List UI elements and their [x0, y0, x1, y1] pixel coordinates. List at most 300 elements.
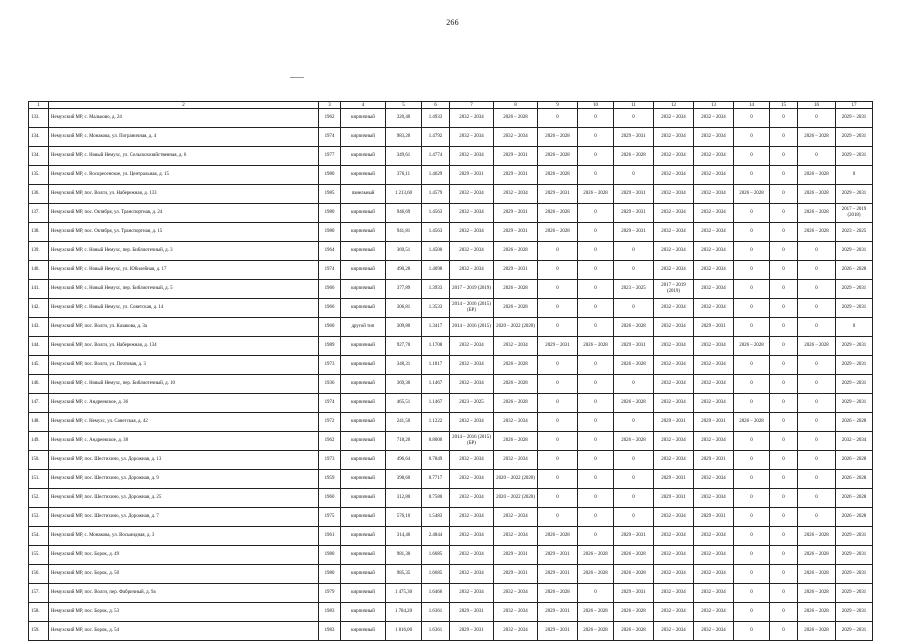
address-cell: Немухский МР, пос. Шестихино, ул. Дорожная, д. 25: [49, 489, 319, 508]
row-number-cell: 142.: [29, 299, 49, 318]
row-number-cell: 158.: [29, 603, 49, 622]
table-cell: 2032 – 2034: [450, 413, 494, 432]
table-cell: 0: [798, 375, 836, 394]
table-cell: 2032 – 2034: [654, 299, 694, 318]
table-cell: 2026 – 2028: [614, 356, 654, 375]
table-cell: 2029 – 2031: [538, 565, 578, 584]
table-cell: 0: [770, 185, 798, 204]
table-cell: 2032 – 2034: [450, 451, 494, 470]
address-cell: Немухский МР, с. Новый Немухс, ул. Юбилейная, д. 17: [49, 261, 319, 280]
table-cell: кирпичный: [341, 242, 386, 261]
table-row: [29, 185, 873, 204]
table-cell: 2026 – 2028: [614, 318, 654, 337]
table-cell: 2029 – 2031: [450, 603, 494, 622]
table-cell: 2032 – 2034: [450, 242, 494, 261]
table-cell: 1962: [319, 432, 341, 451]
table-cell: кирпичный: [341, 451, 386, 470]
table-cell: 0: [770, 109, 798, 128]
table-row: [29, 394, 873, 413]
table-cell: 2032 – 2034: [654, 109, 694, 128]
table-cell: 0: [770, 622, 798, 641]
table-cell: 0: [836, 166, 873, 185]
table-cell: 2032 – 2034: [654, 622, 694, 641]
table-cell: 1.4774: [422, 147, 450, 166]
table-cell: 0: [614, 166, 654, 185]
address-cell: Немухский МР, с. Мальково, д. 24: [49, 109, 319, 128]
table-cell: 1960: [319, 489, 341, 508]
table-cell: 1966: [319, 299, 341, 318]
table-cell: 2020 – 2022 (2020): [494, 489, 538, 508]
table-row: [29, 128, 873, 147]
table-cell: 2029 – 2031: [836, 546, 873, 565]
table-cell: 0: [578, 584, 614, 603]
table-cell: 2032 – 2034: [654, 147, 694, 166]
table-cell: 0: [734, 470, 770, 489]
table-cell: 0: [770, 394, 798, 413]
table-cell: 0: [770, 603, 798, 622]
table-cell: 2029 – 2031: [836, 299, 873, 318]
table-cell: 1973: [319, 356, 341, 375]
table-cell: 0: [770, 337, 798, 356]
table-cell: 0: [538, 318, 578, 337]
table-cell: 2032 – 2034: [654, 242, 694, 261]
table-cell: 0: [734, 508, 770, 527]
table-cell: 2026 – 2028: [614, 147, 654, 166]
table-cell: 2026 – 2028: [798, 603, 836, 622]
table-cell: 2029 – 2031: [836, 527, 873, 546]
table-cell: 983,20: [386, 128, 422, 147]
table-cell: 2032 – 2034: [654, 166, 694, 185]
table-cell: 2026 – 2028: [494, 299, 538, 318]
table-cell: 1980: [319, 166, 341, 185]
row-number-cell: 144.: [29, 337, 49, 356]
table-row: [29, 223, 873, 242]
table-cell: 2032 – 2034: [494, 508, 538, 527]
table-cell: 1961: [319, 527, 341, 546]
table-cell: 2026 – 2028: [578, 603, 614, 622]
column-number: 14: [734, 102, 770, 109]
row-number-cell: 138.: [29, 223, 49, 242]
table-cell: 2026 – 2028: [798, 204, 836, 223]
table-cell: 1.3533: [422, 299, 450, 318]
table-cell: 2026 – 2028: [734, 185, 770, 204]
table-cell: кирпичный: [341, 337, 386, 356]
table-cell: 0: [614, 375, 654, 394]
table-row: [29, 337, 873, 356]
row-number-cell: 155.: [29, 546, 49, 565]
table-cell: 1.1222: [422, 413, 450, 432]
table-row: [29, 318, 873, 337]
table-cell: 2029 – 2031: [614, 527, 654, 546]
table-cell: 2014 – 2016 (2015) (БР): [450, 299, 494, 318]
address-cell: Немухский МР, с. Андреевское, д. 36: [49, 394, 319, 413]
table-cell: 2026 – 2028: [798, 223, 836, 242]
table-cell: 0: [734, 356, 770, 375]
table-cell: 348,31: [386, 356, 422, 375]
table-cell: 2029 – 2031: [836, 185, 873, 204]
table-cell: 2026 – 2028: [494, 375, 538, 394]
address-cell: Немухский МР, пос. Волги, ул. Казакова, д. 3а: [49, 318, 319, 337]
table-cell: 2026 – 2028: [494, 394, 538, 413]
table-cell: 2032 – 2034: [654, 261, 694, 280]
table-cell: 2032 – 2034: [694, 261, 734, 280]
row-number-cell: 143.: [29, 318, 49, 337]
table-cell: 0: [614, 299, 654, 318]
table-row: [29, 109, 873, 128]
table-cell: 1973: [319, 451, 341, 470]
table-cell: 2026 – 2028: [578, 185, 614, 204]
table-row: [29, 489, 873, 508]
table-cell: 0: [538, 394, 578, 413]
table-cell: 2029 – 2031: [694, 318, 734, 337]
table-cell: 0: [734, 584, 770, 603]
column-number: 16: [798, 102, 836, 109]
address-cell: Немухский МР, пос. Волги, пер. Фабричный, д. 9а: [49, 584, 319, 603]
table-cell: 2029 – 2031: [836, 394, 873, 413]
row-number-cell: 148.: [29, 413, 49, 432]
table-cell: 0: [538, 299, 578, 318]
table-cell: 0: [798, 489, 836, 508]
table-cell: 2026 – 2028: [798, 185, 836, 204]
table-cell: 2032 – 2034: [494, 337, 538, 356]
table-cell: 0: [770, 432, 798, 451]
table-cell: 2029 – 2031: [538, 546, 578, 565]
table-cell: 2026 – 2028: [836, 451, 873, 470]
table-cell: 309,80: [386, 318, 422, 337]
table-cell: 2026 – 2028: [836, 489, 873, 508]
table-cell: 0: [734, 451, 770, 470]
table-cell: 2032 – 2034: [654, 565, 694, 584]
table-cell: 1964: [319, 242, 341, 261]
table-cell: 1.1467: [422, 375, 450, 394]
row-number-cell: 134.: [29, 147, 49, 166]
table-cell: 2032 – 2034: [450, 128, 494, 147]
table-cell: 0: [770, 223, 798, 242]
table-cell: 2026 – 2028: [538, 223, 578, 242]
table-cell: 2032 – 2034: [450, 204, 494, 223]
table-cell: 0: [770, 375, 798, 394]
table-cell: 0: [734, 489, 770, 508]
table-cell: 465,51: [386, 394, 422, 413]
row-number-cell: 146.: [29, 375, 49, 394]
table-cell: 2023 – 2025: [614, 280, 654, 299]
address-cell: Немухский МР, пос. Шестихино, ул. Дорожная, д. 7: [49, 508, 319, 527]
table-cell: 0: [734, 109, 770, 128]
table-cell: 0: [770, 451, 798, 470]
table-cell: 2026 – 2028: [494, 109, 538, 128]
table-cell: 0: [578, 318, 614, 337]
table-cell: 2032 – 2034: [654, 451, 694, 470]
table-cell: 2029 – 2031: [614, 128, 654, 147]
table-cell: 1.5483: [422, 508, 450, 527]
table-cell: 2026 – 2028: [798, 166, 836, 185]
table-cell: 1983: [319, 622, 341, 641]
table-cell: 0: [770, 584, 798, 603]
table-cell: 1.4629: [422, 166, 450, 185]
table-row: [29, 280, 873, 299]
table-cell: 1977: [319, 147, 341, 166]
table-cell: 2032 – 2034: [694, 223, 734, 242]
table-cell: 0: [734, 166, 770, 185]
table-cell: 2029 – 2031: [538, 337, 578, 356]
table-cell: 0: [578, 109, 614, 128]
table-cell: 2032 – 2034: [694, 242, 734, 261]
table-row: [29, 166, 873, 185]
table-cell: 2026 – 2028: [578, 565, 614, 584]
table-cell: 0: [734, 147, 770, 166]
column-number: 12: [654, 102, 694, 109]
table-cell: 2032 – 2034: [450, 356, 494, 375]
address-cell: Немухский МР, с. Воскресенское, ул. Центральная, д. 15: [49, 166, 319, 185]
table-cell: 2032 – 2034: [694, 128, 734, 147]
row-number-cell: 153.: [29, 508, 49, 527]
table-cell: 2029 – 2031: [836, 584, 873, 603]
table-cell: 0: [734, 318, 770, 337]
table-cell: 312,80: [386, 489, 422, 508]
table-cell: 0: [578, 432, 614, 451]
table-cell: 0: [578, 451, 614, 470]
table-cell: 2032 – 2034: [654, 603, 694, 622]
table-cell: 2032 – 2034: [694, 394, 734, 413]
table-cell: 1983: [319, 603, 341, 622]
table-cell: 2032 – 2034: [694, 109, 734, 128]
table-cell: 1.4579: [422, 185, 450, 204]
table-cell: 1.1467: [422, 394, 450, 413]
table-row: [29, 527, 873, 546]
page-number: 266: [446, 18, 459, 27]
table-cell: 2029 – 2031: [836, 375, 873, 394]
table-cell: 2026 – 2028: [614, 622, 654, 641]
table-cell: 0: [538, 432, 578, 451]
table-cell: 1980: [319, 546, 341, 565]
table-cell: 0: [798, 451, 836, 470]
table-cell: 0: [614, 470, 654, 489]
table-cell: 1.3933: [422, 280, 450, 299]
column-number: 2: [49, 102, 319, 109]
table-cell: 2029 – 2031: [614, 584, 654, 603]
table-cell: 2032 – 2034: [654, 375, 694, 394]
table-cell: 2029 – 2031: [538, 185, 578, 204]
table-cell: 2026 – 2028: [578, 622, 614, 641]
table-cell: 2026 – 2028: [494, 356, 538, 375]
table-cell: 0: [538, 451, 578, 470]
table-cell: другой тип: [341, 318, 386, 337]
table-cell: 1.4563: [422, 223, 450, 242]
table-cell: 0: [770, 508, 798, 527]
row-number-cell: 159.: [29, 622, 49, 641]
table-row: [29, 299, 873, 318]
table-cell: 376,11: [386, 166, 422, 185]
table-cell: 927,70: [386, 337, 422, 356]
table-cell: 2029 – 2031: [450, 622, 494, 641]
table-row: [29, 546, 873, 565]
table-cell: 0: [798, 242, 836, 261]
table-cell: 2029 – 2031: [836, 622, 873, 641]
table-cell: 0: [578, 223, 614, 242]
table-cell: 0: [770, 565, 798, 584]
table-cell: 2026 – 2028: [494, 280, 538, 299]
column-number: 15: [770, 102, 798, 109]
table-cell: кирпичный: [341, 565, 386, 584]
table-cell: кирпичный: [341, 166, 386, 185]
table-cell: панельный: [341, 185, 386, 204]
table-cell: 2017 – 2019 (2019): [654, 280, 694, 299]
table-cell: кирпичный: [341, 413, 386, 432]
table-cell: 2020 – 2022 (2020): [494, 318, 538, 337]
table-cell: 0: [578, 527, 614, 546]
table-cell: кирпичный: [341, 356, 386, 375]
table-cell: 2029 – 2031: [836, 128, 873, 147]
table-cell: 0: [734, 242, 770, 261]
table-cell: 2032 – 2034: [694, 470, 734, 489]
table-cell: 0: [614, 413, 654, 432]
table-cell: 2032 – 2034: [654, 128, 694, 147]
column-number: 6: [422, 102, 450, 109]
table-row: [29, 470, 873, 489]
table-cell: 1.4098: [422, 261, 450, 280]
table-cell: 0: [770, 242, 798, 261]
row-number-cell: 157.: [29, 584, 49, 603]
table-cell: 2026 – 2028: [538, 204, 578, 223]
row-number-cell: 151.: [29, 470, 49, 489]
table-cell: 369,51: [386, 242, 422, 261]
table-cell: 2032 – 2034: [694, 527, 734, 546]
table-cell: 0: [614, 508, 654, 527]
table-cell: 2026 – 2028: [798, 128, 836, 147]
table-cell: 0: [578, 413, 614, 432]
table-cell: кирпичный: [341, 432, 386, 451]
table-cell: 2032 – 2034: [694, 147, 734, 166]
table-row: [29, 413, 873, 432]
table-cell: 2026 – 2028: [614, 565, 654, 584]
table-cell: 2026 – 2028: [538, 147, 578, 166]
table-cell: 320,40: [386, 109, 422, 128]
table-cell: кирпичный: [341, 109, 386, 128]
table-cell: 981,30: [386, 546, 422, 565]
table-cell: 0: [734, 299, 770, 318]
table-cell: 2026 – 2028: [798, 584, 836, 603]
table-cell: 314,40: [386, 527, 422, 546]
table-cell: 0: [614, 242, 654, 261]
table-cell: 1.4933: [422, 109, 450, 128]
table-cell: 2029 – 2031: [494, 166, 538, 185]
table-cell: 0: [578, 489, 614, 508]
table-cell: 2032 – 2034: [654, 432, 694, 451]
table-row: [29, 147, 873, 166]
table-cell: 576,10: [386, 508, 422, 527]
table-cell: 0: [578, 166, 614, 185]
table-cell: 2029 – 2031: [836, 356, 873, 375]
table-cell: 1960: [319, 318, 341, 337]
table-cell: 1985: [319, 185, 341, 204]
table-cell: 2032 – 2034: [694, 166, 734, 185]
table-cell: 2029 – 2031: [836, 109, 873, 128]
table-cell: 1936: [319, 375, 341, 394]
address-cell: Немухский МР, с. Монакова, ул. Восьмидная, д. 3: [49, 527, 319, 546]
table-cell: 2032 – 2034: [694, 204, 734, 223]
table-cell: 941,81: [386, 223, 422, 242]
table-cell: 0: [770, 413, 798, 432]
address-cell: Немухский МР, пос. Октября, ул. Транспортная, д. 24: [49, 204, 319, 223]
table-cell: 2026 – 2028: [614, 432, 654, 451]
address-cell: Немухский МР, с. Новый Немухс, пер. Библиотечный, д. 3: [49, 242, 319, 261]
table-cell: 2032 – 2034: [694, 280, 734, 299]
address-cell: Немухский МР, пос. Волги, ул. Почтовая, д. 3: [49, 356, 319, 375]
table-cell: 0: [798, 470, 836, 489]
table-row: [29, 432, 873, 451]
table-cell: 0: [798, 508, 836, 527]
table-cell: 1979: [319, 584, 341, 603]
table-cell: 0: [734, 546, 770, 565]
table-cell: 2.4844: [422, 527, 450, 546]
table-cell: 0: [578, 242, 614, 261]
table-cell: 2032 – 2034: [654, 508, 694, 527]
table-cell: 1.3417: [422, 318, 450, 337]
address-cell: Немухский МР, с. Новый Немухс, пер. Библиотечный, д. 10: [49, 375, 319, 394]
table-cell: 2023 – 2025: [836, 223, 873, 242]
address-cell: Немухский МР, пос. Шестихино, ул. Дорожная, д. 9: [49, 470, 319, 489]
table-cell: 1966: [319, 280, 341, 299]
row-number-cell: 140.: [29, 261, 49, 280]
table-cell: 0: [734, 622, 770, 641]
table-cell: 2017 – 2019 (2018): [836, 204, 873, 223]
table-cell: 1.6685: [422, 546, 450, 565]
table-cell: кирпичный: [341, 508, 386, 527]
table-cell: 0: [798, 413, 836, 432]
table-cell: 2032 – 2034: [450, 147, 494, 166]
table-cell: 2029 – 2031: [538, 603, 578, 622]
table-cell: 241,50: [386, 413, 422, 432]
table-cell: кирпичный: [341, 128, 386, 147]
table-cell: кирпичный: [341, 470, 386, 489]
table-cell: 2032 – 2034: [694, 356, 734, 375]
table-cell: 2029 – 2031: [494, 261, 538, 280]
table-cell: 490,28: [386, 261, 422, 280]
table-row: [29, 508, 873, 527]
column-number: 10: [578, 102, 614, 109]
table-cell: 0: [770, 356, 798, 375]
table-cell: 2032 – 2034: [654, 318, 694, 337]
table-cell: 2023 – 2025: [450, 394, 494, 413]
table-cell: 0: [734, 527, 770, 546]
table-cell: 398,60: [386, 470, 422, 489]
table-cell: 2032 – 2034: [450, 337, 494, 356]
table-cell: 0: [538, 489, 578, 508]
table-cell: 0: [538, 280, 578, 299]
table-cell: 2026 – 2028: [836, 508, 873, 527]
table-cell: 0.8000: [422, 432, 450, 451]
table-cell: 2032 – 2034: [494, 622, 538, 641]
table-cell: кирпичный: [341, 204, 386, 223]
table-cell: 2032 – 2034: [654, 394, 694, 413]
table-cell: 2029 – 2031: [654, 413, 694, 432]
row-number-cell: 135.: [29, 166, 49, 185]
address-cell: Немухский МР, пос. Волги, ул. Набережная, д. 134: [49, 337, 319, 356]
table-cell: 1 816,00: [386, 622, 422, 641]
table-cell: 0: [734, 603, 770, 622]
table-cell: 2029 – 2031: [494, 204, 538, 223]
table-cell: 2029 – 2031: [836, 603, 873, 622]
table-cell: 2032 – 2034: [654, 204, 694, 223]
table-cell: 0: [836, 318, 873, 337]
table-cell: 0: [734, 223, 770, 242]
table-cell: 0: [734, 375, 770, 394]
table-cell: 2026 – 2028: [538, 527, 578, 546]
table-cell: 2032 – 2034: [494, 603, 538, 622]
table-cell: кирпичный: [341, 299, 386, 318]
table-cell: 718,20: [386, 432, 422, 451]
table-cell: 1962: [319, 109, 341, 128]
